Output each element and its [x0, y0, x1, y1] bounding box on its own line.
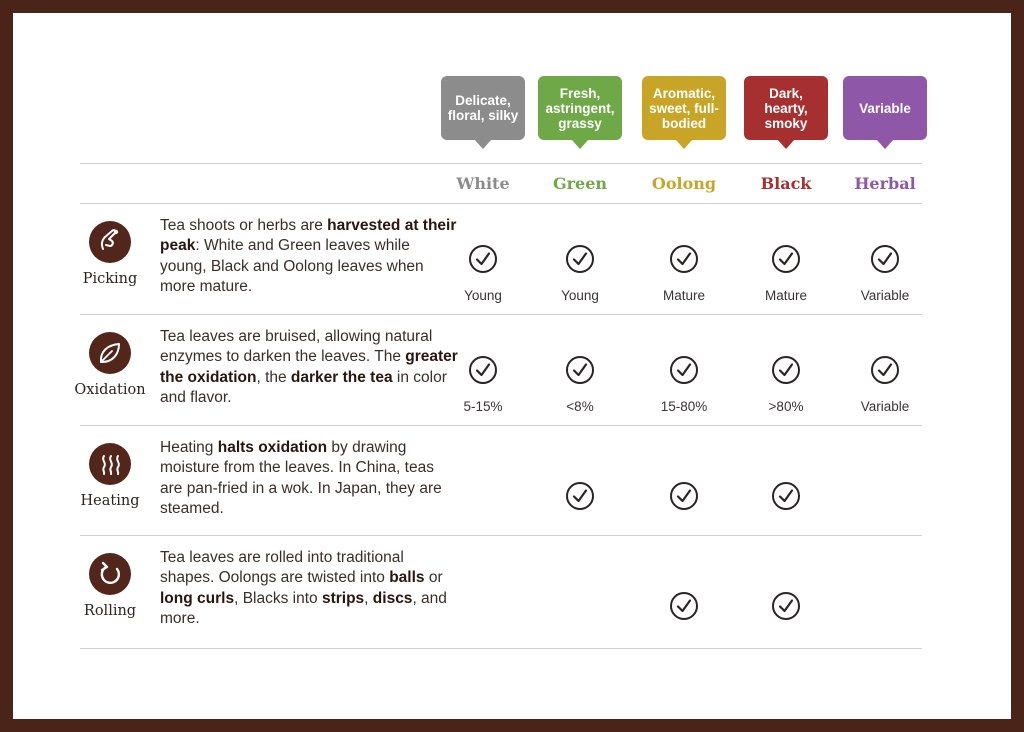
step-label-oxidation: Oxidation	[74, 382, 146, 398]
check-icon	[870, 355, 900, 385]
descriptor-text: Dark, hearty, smoky	[764, 85, 808, 131]
check-icon	[771, 481, 801, 511]
check-icon	[468, 355, 498, 385]
cell-value-picking-herbal: Variable	[860, 288, 910, 303]
check-icon	[771, 355, 801, 385]
step-description-oxidation	[160, 327, 460, 408]
step-description-heating	[160, 438, 460, 519]
step-label-picking: Picking	[82, 271, 138, 287]
description-text: , the	[256, 368, 291, 386]
tea-name-green: Green	[552, 174, 608, 193]
emphasis-text: strips	[321, 589, 365, 607]
cell-value-picking-oolong: Mature	[662, 288, 706, 303]
description-text: Tea leaves are bruised, allowing natural enzymes to darken the leaves. The	[160, 328, 433, 366]
check-icon	[870, 244, 900, 274]
step-label-rolling: Rolling	[83, 603, 137, 619]
step-label-heating: Heating	[80, 493, 140, 509]
emphasis-text: greater the oxidation	[160, 348, 458, 386]
check-icon	[669, 591, 699, 621]
emphasis-text: harvested at their peak	[160, 217, 457, 255]
emphasis-text: discs	[372, 589, 413, 607]
description-text: Tea leaves are rolled into traditional shapes. Oolongs are twisted into	[160, 549, 404, 587]
emphasis-text: balls	[389, 569, 425, 587]
row-divider	[80, 648, 922, 649]
tea-name-oolong: Oolong	[651, 174, 717, 193]
descriptor-tag-black	[744, 76, 828, 140]
cell-value-oxidation-white: 5-15%	[463, 399, 503, 414]
cell-value-picking-black: Mature	[764, 288, 808, 303]
cell-value-oxidation-herbal: Variable	[860, 399, 910, 414]
heat-waves-icon	[89, 443, 131, 485]
check-icon	[468, 244, 498, 274]
emphasis-text: darker the tea	[290, 368, 393, 386]
descriptor-tag-oolong	[642, 76, 726, 140]
cell-value-oxidation-oolong: 15-80%	[660, 399, 708, 414]
leaf-icon	[89, 332, 131, 374]
description-text: or	[424, 569, 443, 587]
description-text: in color and flavor.	[160, 368, 447, 406]
emphasis-text: halts oxidation	[217, 439, 328, 456]
tea-name-white: White	[456, 174, 510, 193]
check-icon	[669, 355, 699, 385]
tea-name-black: Black	[760, 174, 812, 193]
row-divider	[80, 425, 922, 426]
descriptor-tag-herbal	[843, 76, 927, 140]
check-icon	[565, 481, 595, 511]
cell-value-picking-green: Young	[561, 288, 599, 303]
row-divider	[80, 535, 922, 536]
row-divider	[80, 314, 922, 315]
row-divider	[80, 163, 922, 164]
hand-picking-icon	[89, 221, 131, 263]
description-text: by drawing moisture from the leaves. In China, teas are pan-fried in a wok. In Japan, they are steamed.	[160, 439, 442, 517]
rotate-arrow-icon	[89, 553, 131, 595]
tea-name-herbal: Herbal	[854, 174, 916, 193]
descriptor-tag-green	[538, 76, 622, 140]
cell-value-oxidation-green: <8%	[566, 399, 594, 414]
descriptor-text: Delicate, floral, silky	[447, 93, 519, 123]
description-text: , and more.	[160, 589, 447, 627]
cell-value-oxidation-black: >80%	[768, 399, 804, 414]
check-icon	[565, 244, 595, 274]
cell-value-picking-white: Young	[464, 288, 502, 303]
check-icon	[771, 244, 801, 274]
descriptor-tag-white	[441, 76, 525, 140]
description-text: : White and Green leaves while young, Black and Oolong leaves when more mature.	[160, 237, 424, 295]
description-text: Heating	[160, 439, 218, 456]
description-text: Tea shoots or herbs are	[160, 217, 328, 234]
row-divider	[80, 203, 922, 204]
tea-process-chart	[13, 13, 1011, 719]
check-icon	[771, 591, 801, 621]
check-icon	[669, 481, 699, 511]
check-icon	[669, 244, 699, 274]
emphasis-text: long curls	[160, 589, 235, 607]
description-text: ,	[364, 589, 373, 607]
descriptor-text: Variable	[859, 100, 911, 116]
step-description-rolling	[160, 548, 460, 629]
check-icon	[565, 355, 595, 385]
descriptor-text: Fresh, astringent, grassy	[545, 85, 615, 131]
step-description-picking	[160, 216, 460, 297]
description-text: , Blacks into	[234, 589, 322, 607]
descriptor-text: Aromatic, sweet, full-bodied	[649, 85, 719, 131]
